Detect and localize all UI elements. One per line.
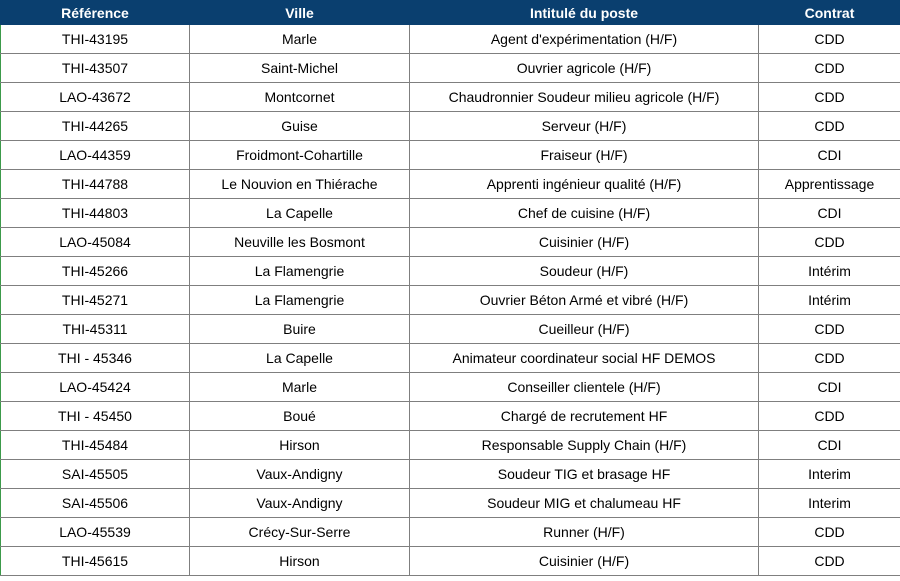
contrat-cell[interactable]: CDI xyxy=(759,141,900,170)
contrat-cell[interactable]: Apprentissage xyxy=(759,170,900,199)
intitule-cell[interactable]: Chargé de recrutement HF xyxy=(410,402,759,431)
reference-cell[interactable]: THI-45311 xyxy=(1,315,190,344)
contrat-cell[interactable]: CDD xyxy=(759,112,900,141)
table-row xyxy=(1,373,900,402)
table-row xyxy=(1,460,900,489)
reference-cell[interactable]: THI-45271 xyxy=(1,286,190,315)
table-header xyxy=(1,1,900,25)
table-row xyxy=(1,431,900,460)
contrat-cell[interactable]: CDD xyxy=(759,402,900,431)
header-contrat: Contrat xyxy=(759,1,900,25)
intitule-cell[interactable]: Conseiller clientele (H/F) xyxy=(410,373,759,402)
ville-cell[interactable]: Vaux-Andigny xyxy=(190,460,410,489)
intitule-cell[interactable]: Animateur coordinateur social HF DEMOS xyxy=(410,344,759,373)
intitule-cell[interactable]: Responsable Supply Chain (H/F) xyxy=(410,431,759,460)
intitule-cell[interactable]: Cuisinier (H/F) xyxy=(410,228,759,257)
reference-cell[interactable]: THI-45266 xyxy=(1,257,190,286)
reference-cell[interactable]: LAO-45539 xyxy=(1,518,190,547)
intitule-cell[interactable]: Soudeur MIG et chalumeau HF xyxy=(410,489,759,518)
intitule-cell[interactable]: Agent d'expérimentation (H/F) xyxy=(410,25,759,54)
reference-cell[interactable]: LAO-45424 xyxy=(1,373,190,402)
ville-cell[interactable]: Boué xyxy=(190,402,410,431)
table-row xyxy=(1,547,900,576)
ville-cell[interactable]: Marle xyxy=(190,373,410,402)
ville-cell[interactable]: La Flamengrie xyxy=(190,286,410,315)
ville-cell[interactable]: Neuville les Bosmont xyxy=(190,228,410,257)
table-row xyxy=(1,489,900,518)
reference-cell[interactable]: LAO-45084 xyxy=(1,228,190,257)
reference-cell[interactable]: THI-43507 xyxy=(1,54,190,83)
contrat-cell[interactable]: CDI xyxy=(759,373,900,402)
ville-cell[interactable]: Vaux-Andigny xyxy=(190,489,410,518)
table-row xyxy=(1,25,900,54)
intitule-cell[interactable]: Cueilleur (H/F) xyxy=(410,315,759,344)
intitule-cell[interactable]: Cuisinier (H/F) xyxy=(410,547,759,576)
intitule-cell[interactable]: Chaudronnier Soudeur milieu agricole (H/F) xyxy=(410,83,759,112)
ville-cell[interactable]: Montcornet xyxy=(190,83,410,112)
contrat-cell[interactable]: Interim xyxy=(759,489,900,518)
ville-cell[interactable]: Le Nouvion en Thiérache xyxy=(190,170,410,199)
reference-cell[interactable]: THI - 45450 xyxy=(1,402,190,431)
contrat-cell[interactable]: Interim xyxy=(759,460,900,489)
contrat-cell[interactable]: CDD xyxy=(759,547,900,576)
intitule-cell[interactable]: Apprenti ingénieur qualité (H/F) xyxy=(410,170,759,199)
header-ville: Ville xyxy=(190,1,410,25)
ville-cell[interactable]: Hirson xyxy=(190,547,410,576)
intitule-cell[interactable]: Fraiseur (H/F) xyxy=(410,141,759,170)
table-row xyxy=(1,315,900,344)
ville-cell[interactable]: Hirson xyxy=(190,431,410,460)
reference-cell[interactable]: THI-43195 xyxy=(1,25,190,54)
header-row xyxy=(1,1,900,25)
table-row xyxy=(1,228,900,257)
ville-cell[interactable]: Marle xyxy=(190,25,410,54)
contrat-cell[interactable]: CDD xyxy=(759,228,900,257)
contrat-cell[interactable]: CDD xyxy=(759,25,900,54)
ville-cell[interactable]: Saint-Michel xyxy=(190,54,410,83)
header-intitule: Intitulé du poste xyxy=(410,1,759,25)
table-row xyxy=(1,199,900,228)
reference-cell[interactable]: THI-44788 xyxy=(1,170,190,199)
contrat-cell[interactable]: CDD xyxy=(759,518,900,547)
reference-cell[interactable]: LAO-43672 xyxy=(1,83,190,112)
ville-cell[interactable]: Froidmont-Cohartille xyxy=(190,141,410,170)
table-row xyxy=(1,170,900,199)
ville-cell[interactable]: La Capelle xyxy=(190,344,410,373)
intitule-cell[interactable]: Ouvrier Béton Armé et vibré (H/F) xyxy=(410,286,759,315)
table-row xyxy=(1,54,900,83)
table-row xyxy=(1,518,900,547)
reference-cell[interactable]: THI-45615 xyxy=(1,547,190,576)
contrat-cell[interactable]: Intérim xyxy=(759,286,900,315)
table-row xyxy=(1,286,900,315)
ville-cell[interactable]: Crécy-Sur-Serre xyxy=(190,518,410,547)
ville-cell[interactable]: Buire xyxy=(190,315,410,344)
reference-cell[interactable]: SAI-45505 xyxy=(1,460,190,489)
header-reference: Référence xyxy=(1,1,190,25)
reference-cell[interactable]: THI-45484 xyxy=(1,431,190,460)
reference-cell[interactable]: THI-44265 xyxy=(1,112,190,141)
contrat-cell[interactable]: Intérim xyxy=(759,257,900,286)
table-row xyxy=(1,83,900,112)
ville-cell[interactable]: La Flamengrie xyxy=(190,257,410,286)
reference-cell[interactable]: SAI-45506 xyxy=(1,489,190,518)
table-row xyxy=(1,112,900,141)
contrat-cell[interactable]: CDD xyxy=(759,315,900,344)
table-row xyxy=(1,141,900,170)
intitule-cell[interactable]: Soudeur (H/F) xyxy=(410,257,759,286)
intitule-cell[interactable]: Chef de cuisine (H/F) xyxy=(410,199,759,228)
table-row xyxy=(1,344,900,373)
table-row xyxy=(1,402,900,431)
ville-cell[interactable]: La Capelle xyxy=(190,199,410,228)
reference-cell[interactable]: THI - 45346 xyxy=(1,344,190,373)
contrat-cell[interactable]: CDD xyxy=(759,54,900,83)
contrat-cell[interactable]: CDI xyxy=(759,199,900,228)
reference-cell[interactable]: LAO-44359 xyxy=(1,141,190,170)
intitule-cell[interactable]: Soudeur TIG et brasage HF xyxy=(410,460,759,489)
intitule-cell[interactable]: Serveur (H/F) xyxy=(410,112,759,141)
contrat-cell[interactable]: CDD xyxy=(759,83,900,112)
table-body xyxy=(1,25,900,576)
table-row xyxy=(1,257,900,286)
reference-cell[interactable]: THI-44803 xyxy=(1,199,190,228)
intitule-cell[interactable]: Ouvrier agricole (H/F) xyxy=(410,54,759,83)
ville-cell[interactable]: Guise xyxy=(190,112,410,141)
contrat-cell[interactable]: CDD xyxy=(759,344,900,373)
contrat-cell[interactable]: CDI xyxy=(759,431,900,460)
intitule-cell[interactable]: Runner (H/F) xyxy=(410,518,759,547)
